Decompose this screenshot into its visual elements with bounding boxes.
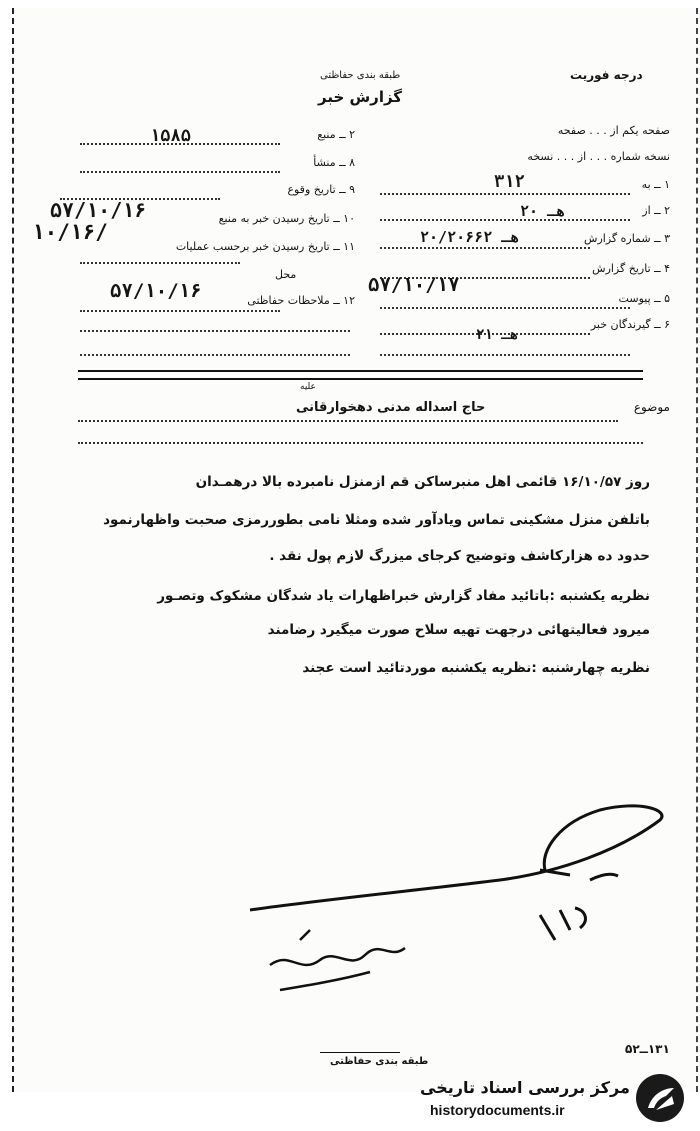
- notes-line-1: [80, 310, 280, 312]
- body-line-4: نظریه یکشنبه :باتائید مفاد گزارش خبراظهارات یاد شدگان مشکوک وتصـور: [157, 588, 650, 604]
- subject-label: موضوع: [633, 400, 670, 414]
- subject-line: [78, 420, 618, 422]
- recipients-label: ۶ ــ گیرندگان خبر: [590, 318, 670, 331]
- recipients-value: ۲۱ هـ: [476, 327, 519, 343]
- body-line-2: باتلفن منزل مشکینی تماس ویادآور شده ومثلا نامی بطوررمزی صحبت واظهارنمود: [103, 512, 650, 528]
- place-value: ۵۷/۱۰/۱۶: [110, 280, 202, 302]
- watermark-logo-icon: [636, 1074, 684, 1122]
- ops-date-line: [80, 262, 240, 264]
- subject-line-2: [78, 442, 643, 444]
- subject-note: علیه: [300, 382, 316, 392]
- body-line-6: نظریه چهارشنبه :نظریه یکشنبه موردتائید است عجند: [302, 660, 650, 676]
- source-label: ۲ ــ منبع: [317, 128, 355, 141]
- report-title: گزارش خبر: [318, 88, 403, 106]
- report-date-value: ۵۷/۱۰/۱۷: [368, 274, 460, 296]
- received-date-label: ۱۰ ــ تاریخ رسیدن خبر به منبع: [218, 212, 355, 225]
- body-line-5: میرود فعالیتهائی درجهت تهیه سلاح صورت میگیرد رضامند: [267, 622, 650, 638]
- attachment-line: [380, 307, 630, 309]
- priority-label: درجه فوریت: [570, 68, 643, 82]
- notes-line-3: [80, 354, 350, 356]
- origin-label: ۸ ــ منشأ: [313, 156, 355, 169]
- to-value: ۳۱۲: [494, 172, 525, 192]
- watermark-org-name: مرکز بررسی اسناد تاریخی: [420, 1078, 630, 1097]
- copy-number-label: نسخه شماره . . . از . . . نسخه: [527, 150, 670, 163]
- report-number-label: ۳ ــ شماره گزارش: [584, 232, 670, 245]
- watermark-url: historydocuments.ir: [430, 1102, 565, 1118]
- header-separator-2: [78, 378, 643, 380]
- body-line-1: روز ۱۶/۱۰/۵۷ قائمی اهل منبرساکن قم ازمنزل نامبرده بالا درهمـدان: [195, 474, 650, 490]
- event-date-value: ۵۷/۱۰/۱۶: [50, 198, 147, 222]
- to-label: ۱ ــ به: [641, 178, 670, 191]
- from-label: ۲ ــ از: [642, 204, 670, 217]
- from-value: ۲۰ هـ: [520, 202, 566, 220]
- received-date-value: ۱۰/۱۶/: [32, 220, 108, 244]
- subject-value: حاج اسداله مدنی دهخوارقانی: [296, 400, 486, 415]
- right-blank-line: [380, 354, 630, 356]
- notes-line-2: [80, 330, 350, 332]
- report-date-label: ۴ ــ تاریخ گزارش: [592, 262, 670, 275]
- source-value: ۱۵۸۵: [150, 126, 191, 146]
- security-notes-label: ۱۲ ــ ملاحظات حفاظتی: [247, 294, 355, 307]
- attachment-label: ۵ ــ پیوست: [618, 292, 670, 305]
- page-of-label: صفحه یکم از . . . صفحه: [557, 124, 670, 137]
- to-line: [380, 193, 630, 195]
- handwritten-signature: [240, 780, 680, 1000]
- place-label: محل: [275, 268, 297, 281]
- event-date-label: ۹ ــ تاریخ وقوع: [287, 183, 355, 196]
- watermark-bar: [0, 1092, 700, 1131]
- header-separator-1: [78, 370, 643, 372]
- classification-bottom: طبقه بندی حفاظتی: [330, 1056, 429, 1067]
- origin-line: [80, 171, 280, 173]
- report-number-line: [380, 247, 590, 249]
- classification-top: طبقه بندی حفاظتی: [320, 70, 401, 81]
- document-code: ۱۳۱ــ۵۲: [625, 1042, 670, 1056]
- ops-date-label: ۱۱ ــ تاریخ رسیدن خبر برحسب عملیات: [175, 240, 355, 253]
- bottom-separator: [320, 1052, 400, 1053]
- from-line: [380, 219, 630, 221]
- report-number-value: ۲۰/۲۰۶۶۲ هـ: [420, 228, 520, 246]
- body-line-3: حدود ده هزارکاشف وتوضیح کرجای میزرگ لازم پول نقد .: [269, 548, 650, 564]
